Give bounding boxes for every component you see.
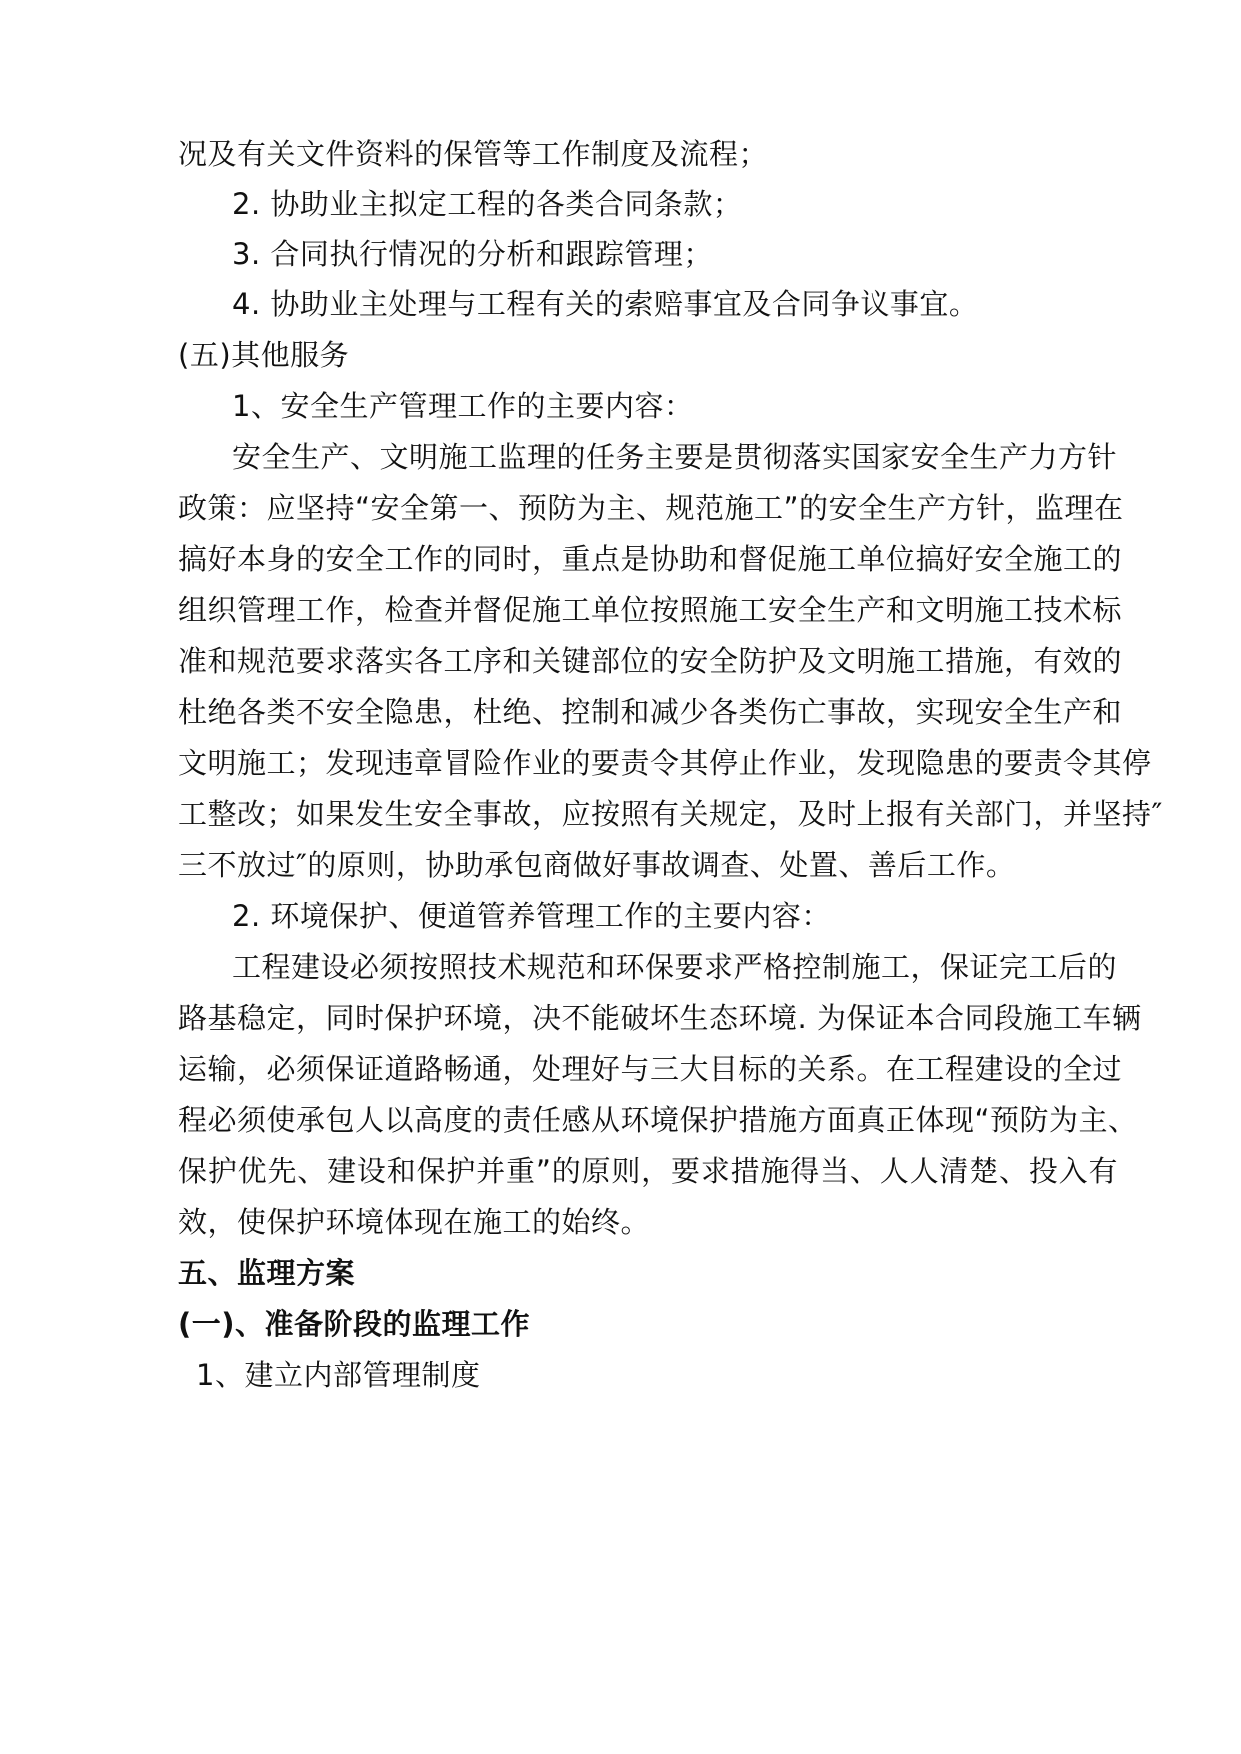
paragraph-line: 三不放过″的原则，协助承包商做好事故调查、处置、善后工作。: [178, 848, 1016, 882]
paragraph-line: 政策：应坚持“安全第一、预防为主、规范施工”的安全生产方针，监理在: [178, 491, 1124, 525]
subsection-heading: 1、安全生产管理工作的主要内容：: [232, 389, 694, 423]
paragraph-line: 保护优先、建设和保护并重”的原则，要求措施得当、人人清楚、投入有: [178, 1154, 1118, 1188]
section-heading: (五)其他服务: [178, 338, 350, 372]
paragraph-line: 搞好本身的安全工作的同时，重点是协助和督促施工单位搞好安全施工的: [178, 542, 1123, 576]
subsection-heading: 2. 环境保护、便道管养管理工作的主要内容：: [232, 899, 831, 933]
list-item: 4. 协助业主处理与工程有关的索赔事宜及合同争议事宜。: [232, 287, 979, 321]
paragraph-line: 组织管理工作，检查并督促施工单位按照施工安全生产和文明施工技术标: [178, 593, 1123, 627]
section-heading: (一)、准备阶段的监理工作: [178, 1307, 531, 1341]
chapter-heading: 五、监理方案: [178, 1256, 356, 1290]
paragraph-line: 工整改；如果发生安全事故，应按照有关规定，及时上报有关部门，并坚持″: [178, 797, 1163, 831]
subsection-heading: 1、建立内部管理制度: [196, 1358, 481, 1392]
paragraph-line: 安全生产、文明施工监理的任务主要是贯彻落实国家安全生产力方针: [232, 440, 1118, 474]
list-item: 3. 合同执行情况的分析和跟踪管理；: [232, 237, 713, 271]
paragraph-line: 效，使保护环境体现在施工的始终。: [178, 1205, 651, 1239]
paragraph-line: 杜绝各类不安全隐患，杜绝、控制和减少各类伤亡事故，实现安全生产和: [178, 695, 1123, 729]
paragraph-line: 工程建设必须按照技术规范和环保要求严格控制施工，保证完工后的: [232, 950, 1118, 984]
paragraph-line: 准和规范要求落实各工序和关键部位的安全防护及文明施工措施，有效的: [178, 644, 1123, 678]
paragraph-line: 文明施工；发现违章冒险作业的要责令其停止作业，发现隐患的要责令其停: [178, 746, 1152, 780]
paragraph-line: 程必须使承包人以高度的责任感从环境保护措施方面真正体现“预防为主、: [178, 1103, 1138, 1137]
paragraph-line: 路基稳定，同时保护环境，决不能破坏生态环境. 为保证本合同段施工车辆: [178, 1001, 1142, 1035]
list-item: 2. 协助业主拟定工程的各类合同条款；: [232, 187, 743, 221]
text-line: 况及有关文件资料的保管等工作制度及流程；: [178, 137, 769, 171]
paragraph-line: 运输，必须保证道路畅通，处理好与三大目标的关系。在工程建设的全过: [178, 1052, 1123, 1086]
